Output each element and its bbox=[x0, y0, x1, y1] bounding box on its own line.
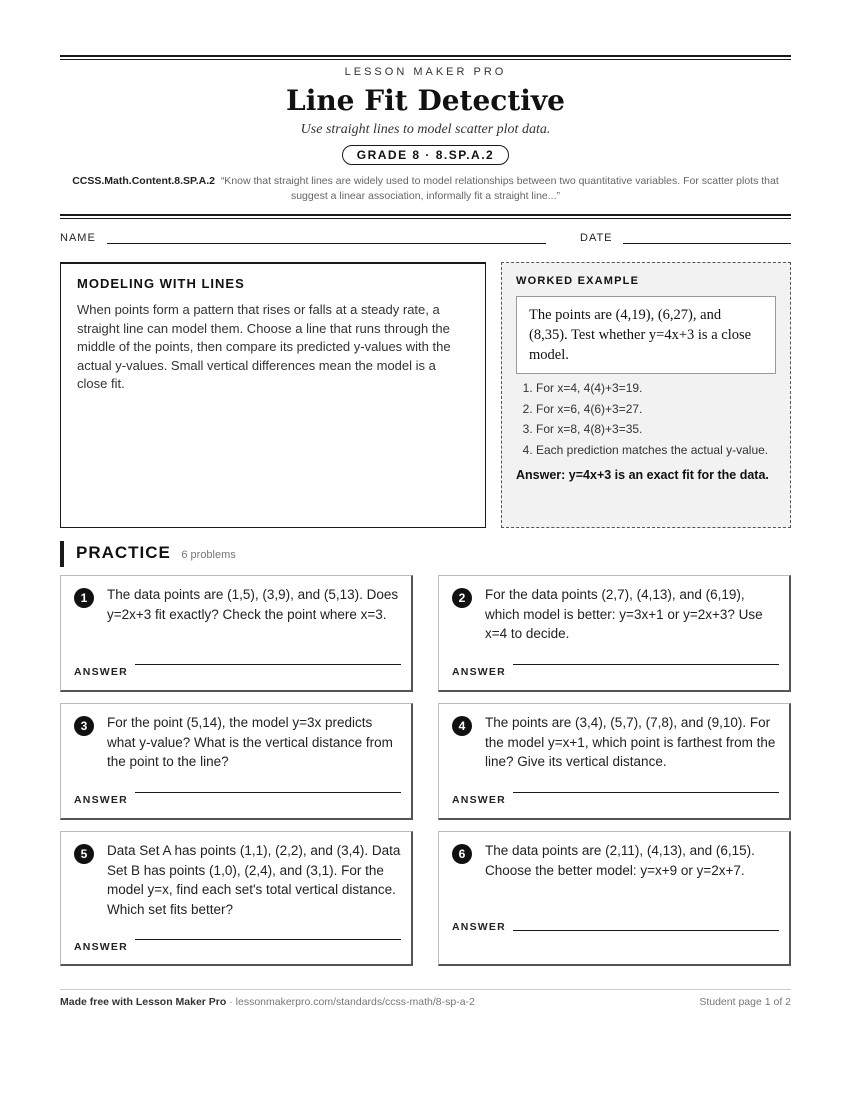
problem-card-5 bbox=[60, 831, 413, 966]
worked-example-box bbox=[501, 262, 791, 528]
answer-field[interactable] bbox=[135, 939, 401, 940]
date-field[interactable] bbox=[623, 243, 791, 244]
worked-step: 2. For x=6, 4(6)+3=27. bbox=[536, 401, 776, 418]
worked-step: 3. For x=8, 4(8)+3=35. bbox=[536, 421, 776, 438]
worked-example-problem: The points are (4,19), (6,27), and (8,35). Test whether y=4x+3 is a close model. bbox=[516, 296, 776, 374]
answer-label: ANSWER bbox=[452, 666, 506, 678]
worked-example-answer: Answer: y=4x+3 is an exact fit for the data. bbox=[516, 467, 769, 482]
problem-number-badge: 3 bbox=[74, 716, 94, 736]
footer-credit bbox=[60, 996, 475, 1008]
problem-number-badge: 6 bbox=[452, 844, 472, 864]
answer-field[interactable] bbox=[513, 664, 779, 665]
practice-title: PRACTICE bbox=[76, 543, 171, 562]
worked-step: 1. For x=4, 4(4)+3=19. bbox=[536, 380, 776, 397]
concept-body: When points form a pattern that rises or falls at a steady rate, a straight line can model them. Choose a line that runs through the middle of the points, then compare its predicted y-values with the actual y-values. Small vertical differences mean the model is a close fit. bbox=[77, 302, 451, 391]
worked-example-heading: WORKED EXAMPLE bbox=[516, 275, 640, 287]
brand-name: LESSON MAKER PRO bbox=[344, 66, 507, 78]
answer-field[interactable] bbox=[135, 792, 401, 793]
standard-text: “Know that straight lines are widely used to model relationships between two quantitative variables. For scatter plots that suggest a linear association, informally fit a straight line...” bbox=[220, 175, 779, 202]
problem-text: Data Set A has points (1,1), (2,2), and (3,4). Data Set B has points (1,0), (2,4), and (3,1). For the model y=x, find each set's total vertical distance. Which set fits better? bbox=[107, 843, 401, 917]
name-field[interactable] bbox=[107, 243, 546, 244]
footer-made-with: Made free with Lesson Maker Pro bbox=[60, 996, 227, 1008]
answer-field[interactable] bbox=[135, 664, 401, 665]
answer-label: ANSWER bbox=[452, 794, 506, 806]
answer-label: ANSWER bbox=[452, 921, 506, 933]
problem-number-badge: 4 bbox=[452, 716, 472, 736]
name-label: NAME bbox=[60, 232, 96, 244]
problem-text: The points are (3,4), (5,7), (7,8), and (9,10). For the model y=x+1, which point is farthest from the line? Give its vertical distance. bbox=[485, 715, 776, 769]
footer-url[interactable]: · lessonmakerpro.com/standards/ccss-math/8-sp-a-2 bbox=[226, 996, 475, 1008]
problem-text: For the point (5,14), the model y=3x predicts what y-value? What is the vertical distance from the point to the line? bbox=[107, 715, 393, 769]
problem-number-badge: 1 bbox=[74, 588, 94, 608]
concept-heading: MODELING WITH LINES bbox=[77, 276, 245, 291]
answer-label: ANSWER bbox=[74, 666, 128, 678]
standard-code: CCSS.Math.Content.8.SP.A.2 bbox=[72, 175, 215, 187]
problem-card-3 bbox=[60, 703, 413, 820]
worked-step: 4. Each prediction matches the actual y-value. bbox=[536, 442, 776, 459]
practice-header bbox=[60, 541, 236, 567]
problem-card-6 bbox=[438, 831, 791, 966]
grade-badge-wrap bbox=[60, 145, 791, 165]
page-subtitle: Use straight lines to model scatter plot data. bbox=[300, 122, 551, 137]
answer-field[interactable] bbox=[513, 792, 779, 793]
worked-example-steps bbox=[516, 380, 776, 459]
problem-card-1 bbox=[60, 575, 413, 692]
footer-page-info: Student page 1 of 2 bbox=[699, 996, 791, 1008]
concept-box bbox=[60, 262, 486, 528]
problem-card-4 bbox=[438, 703, 791, 820]
page-title: Line Fit Detective bbox=[286, 84, 565, 117]
student-info-row bbox=[60, 232, 791, 246]
grade-badge: GRADE 8 · 8.SP.A.2 bbox=[342, 145, 509, 165]
practice-count: 6 problems bbox=[181, 549, 236, 561]
worksheet-page bbox=[60, 0, 791, 1100]
problem-number-badge: 5 bbox=[74, 844, 94, 864]
date-label: DATE bbox=[580, 232, 613, 244]
problem-card-2 bbox=[438, 575, 791, 692]
answer-label: ANSWER bbox=[74, 941, 128, 953]
problem-text: The data points are (1,5), (3,9), and (5,13). Does y=2x+3 fit exactly? Check the point where x=3. bbox=[107, 587, 399, 622]
footer-rule bbox=[60, 989, 791, 990]
standard-description bbox=[60, 174, 791, 204]
top-rule bbox=[60, 55, 791, 60]
answer-label: ANSWER bbox=[74, 794, 128, 806]
problem-text: For the data points (2,7), (4,13), and (6,19), which model is better: y=3x+1 or y=2x+3? Use x=4 to decide. bbox=[485, 587, 763, 641]
answer-field[interactable] bbox=[513, 930, 779, 931]
header-bottom-rule bbox=[60, 214, 791, 219]
problem-text: The data points are (2,11), (4,13), and (6,15). Choose the better model: y=x+9 or y=2x+7. bbox=[485, 843, 755, 878]
problem-number-badge: 2 bbox=[452, 588, 472, 608]
